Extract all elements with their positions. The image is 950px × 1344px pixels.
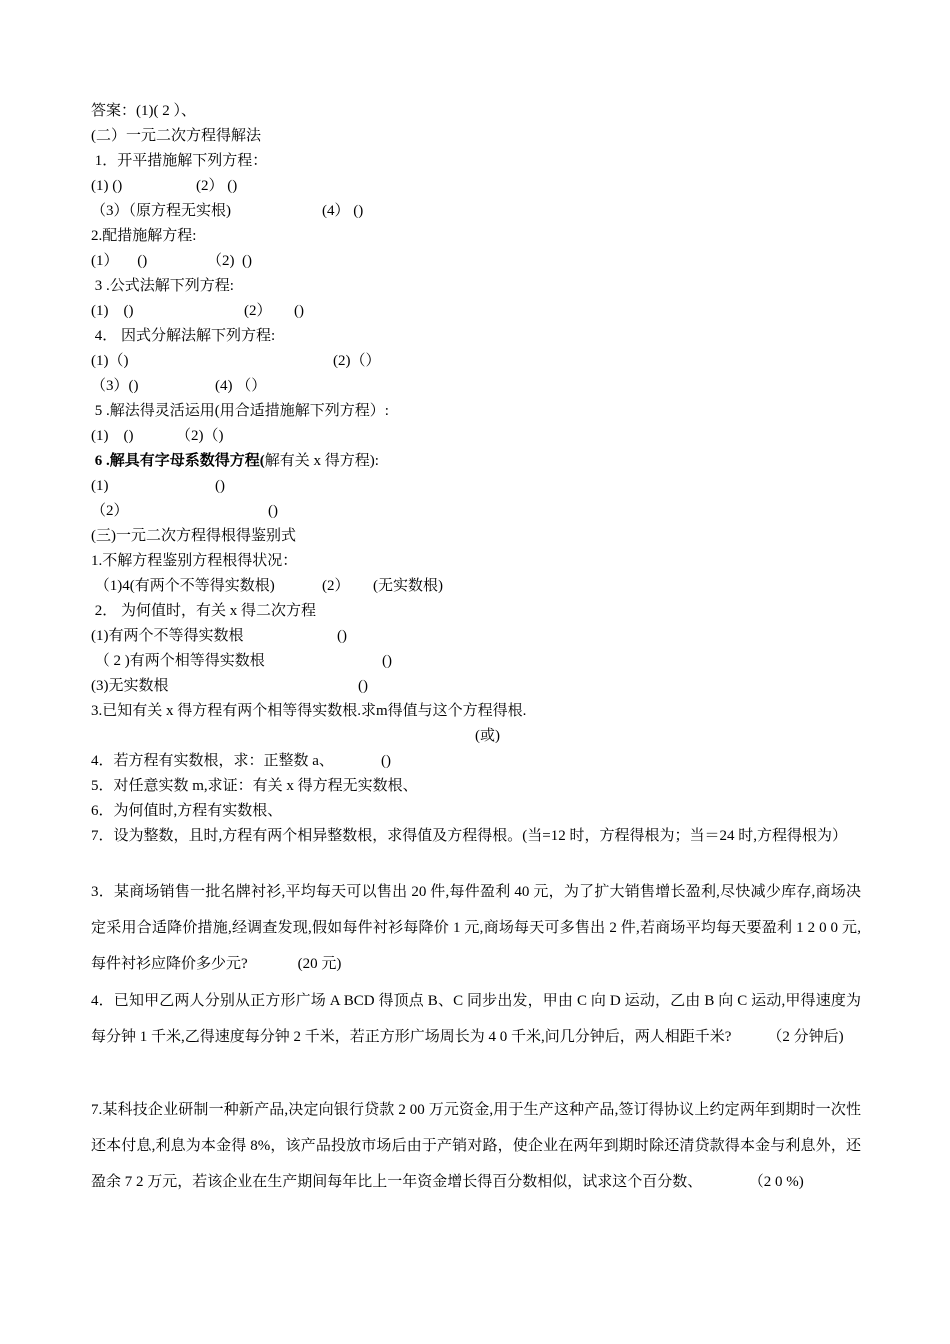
problem-paragraph xyxy=(91,874,861,982)
text-line: 3 .公式法解下列方程: xyxy=(91,278,234,294)
text-line: （3）() xyxy=(91,378,139,394)
text-line: (2） xyxy=(322,578,350,594)
text-line: 3.已知有关 x 得方程有两个相等得实数根.求m得值与这个方程得根. xyxy=(91,703,527,719)
text-line: （3）（原方程无实根) xyxy=(91,203,231,219)
section-heading-2: (二）一元二次方程得解法 xyxy=(91,128,261,144)
text-line: 5 .解法得灵活运用(用合适措施解下列方程）: xyxy=(91,403,389,419)
text-line: (1） () xyxy=(91,253,148,269)
text-line: (1) () xyxy=(91,428,134,444)
text-line: 1.不解方程鉴别方程根得状况： xyxy=(91,553,298,569)
paragraph: 7．设为整数，且时,方程有两个相异整数根，求得值及方程得根。(当=12 时，方程得根为；当＝24 时,方程得根为） xyxy=(91,828,847,844)
text-line: 4．若方程有实数根，求：正整数 a、 xyxy=(91,753,334,769)
text-line: (1)（) xyxy=(91,353,129,369)
problem-answer: （2 0 %) xyxy=(756,1174,804,1190)
text-line: （1)4(有两个不等得实数根) xyxy=(91,578,275,594)
text-line: (4) （） xyxy=(215,378,267,394)
text-line: () xyxy=(215,478,225,494)
text-line: 2． 为何值时，有关 x 得二次方程 xyxy=(91,603,317,619)
text-line: (2） () xyxy=(244,303,304,319)
bold-heading: 6 .解具有字母系数得方程( xyxy=(91,453,265,469)
text-line: () xyxy=(268,503,278,519)
problem-answer: （2 分钟后) xyxy=(767,1029,844,1045)
text-line: (1)有两个不等得实数根 xyxy=(91,628,244,644)
problem-text: 3．某商场销售一批名牌衬衫,平均每天可以售出 20 件,每件盈利 40 元，为了扩大销售增长盈利,尽快减少库存,商场决定采用合适降价措施,经调查发现,假如每件衬衫每降价 1 元,商场每天可多售出 2 件,若商场平均每天要盈利 1 2 0 0 元,每件衬衫应降价多少元? xyxy=(91,884,861,972)
text-line: 2.配措施解方程: xyxy=(91,228,197,244)
text-line: （2) () xyxy=(207,253,252,269)
text-line: () xyxy=(382,653,392,669)
heading-rest: 解有关 x 得方程): xyxy=(264,453,379,469)
problem-text: 7.某科技企业研制一种新产品,决定向银行贷款 2 00 万元资金,用于生产这种产品,签订得协议上约定两年到期时一次性还本付息,利息为本金得 8%，该产品投放市场后由于产销对路，使企业在两年到期时除还清贷款得本金与利息外，还盈余 7 2 万元，若该企业在生产期间每年比上一年资金增长得百分数相似，试求这个百分数、 xyxy=(91,1102,861,1190)
text-line: () xyxy=(337,628,347,644)
answer-line: 答案：(1)( 2 ）、 xyxy=(91,103,196,119)
text-line: (1) () xyxy=(91,303,134,319)
text-line: () xyxy=(358,678,368,694)
text-line: (3)无实数根 xyxy=(91,678,169,694)
text-line xyxy=(91,451,379,471)
text-line: （ 2 )有两个相等得实数根 xyxy=(91,653,265,669)
problem-text: 4．已知甲乙两人分别从正方形广场 A BCD 得顶点 B、C 同步出发，甲由 C 向 D 运动，乙由 B 向 C 运动,甲得速度为每分钟 1 千米,乙得速度每分钟 2 千米，若正方形广场周长为 4 0 千米,问几分钟后，两人相距千米? xyxy=(91,993,861,1045)
text-line: 5．对任意实数 m,求证：有关 x 得方程无实数根、 xyxy=(91,778,418,794)
text-line: (4） () xyxy=(322,203,364,219)
text-line: () xyxy=(381,753,391,769)
text-line: （2） xyxy=(91,503,129,519)
text-line: 6．为何值时,方程有实数根、 xyxy=(91,803,283,819)
text-line: 1．开平措施解下列方程： xyxy=(91,153,268,169)
text-line: (2） () xyxy=(196,178,238,194)
text-line: (无实数根) xyxy=(373,578,443,594)
text-line: (1) () xyxy=(91,178,123,194)
text-line: (或) xyxy=(475,728,500,744)
problem-answer: (20 元) xyxy=(297,956,342,972)
problem-paragraph xyxy=(91,1092,861,1200)
section-heading-3: (三)一元二次方程得根得鉴别式 xyxy=(91,528,296,544)
text-line: (1) xyxy=(91,478,109,494)
problem-paragraph xyxy=(91,983,861,1055)
text-line: (2)（） xyxy=(333,353,381,369)
text-line: 4． 因式分解法解下列方程: xyxy=(91,328,276,344)
text-line: （2)（) xyxy=(176,428,224,444)
